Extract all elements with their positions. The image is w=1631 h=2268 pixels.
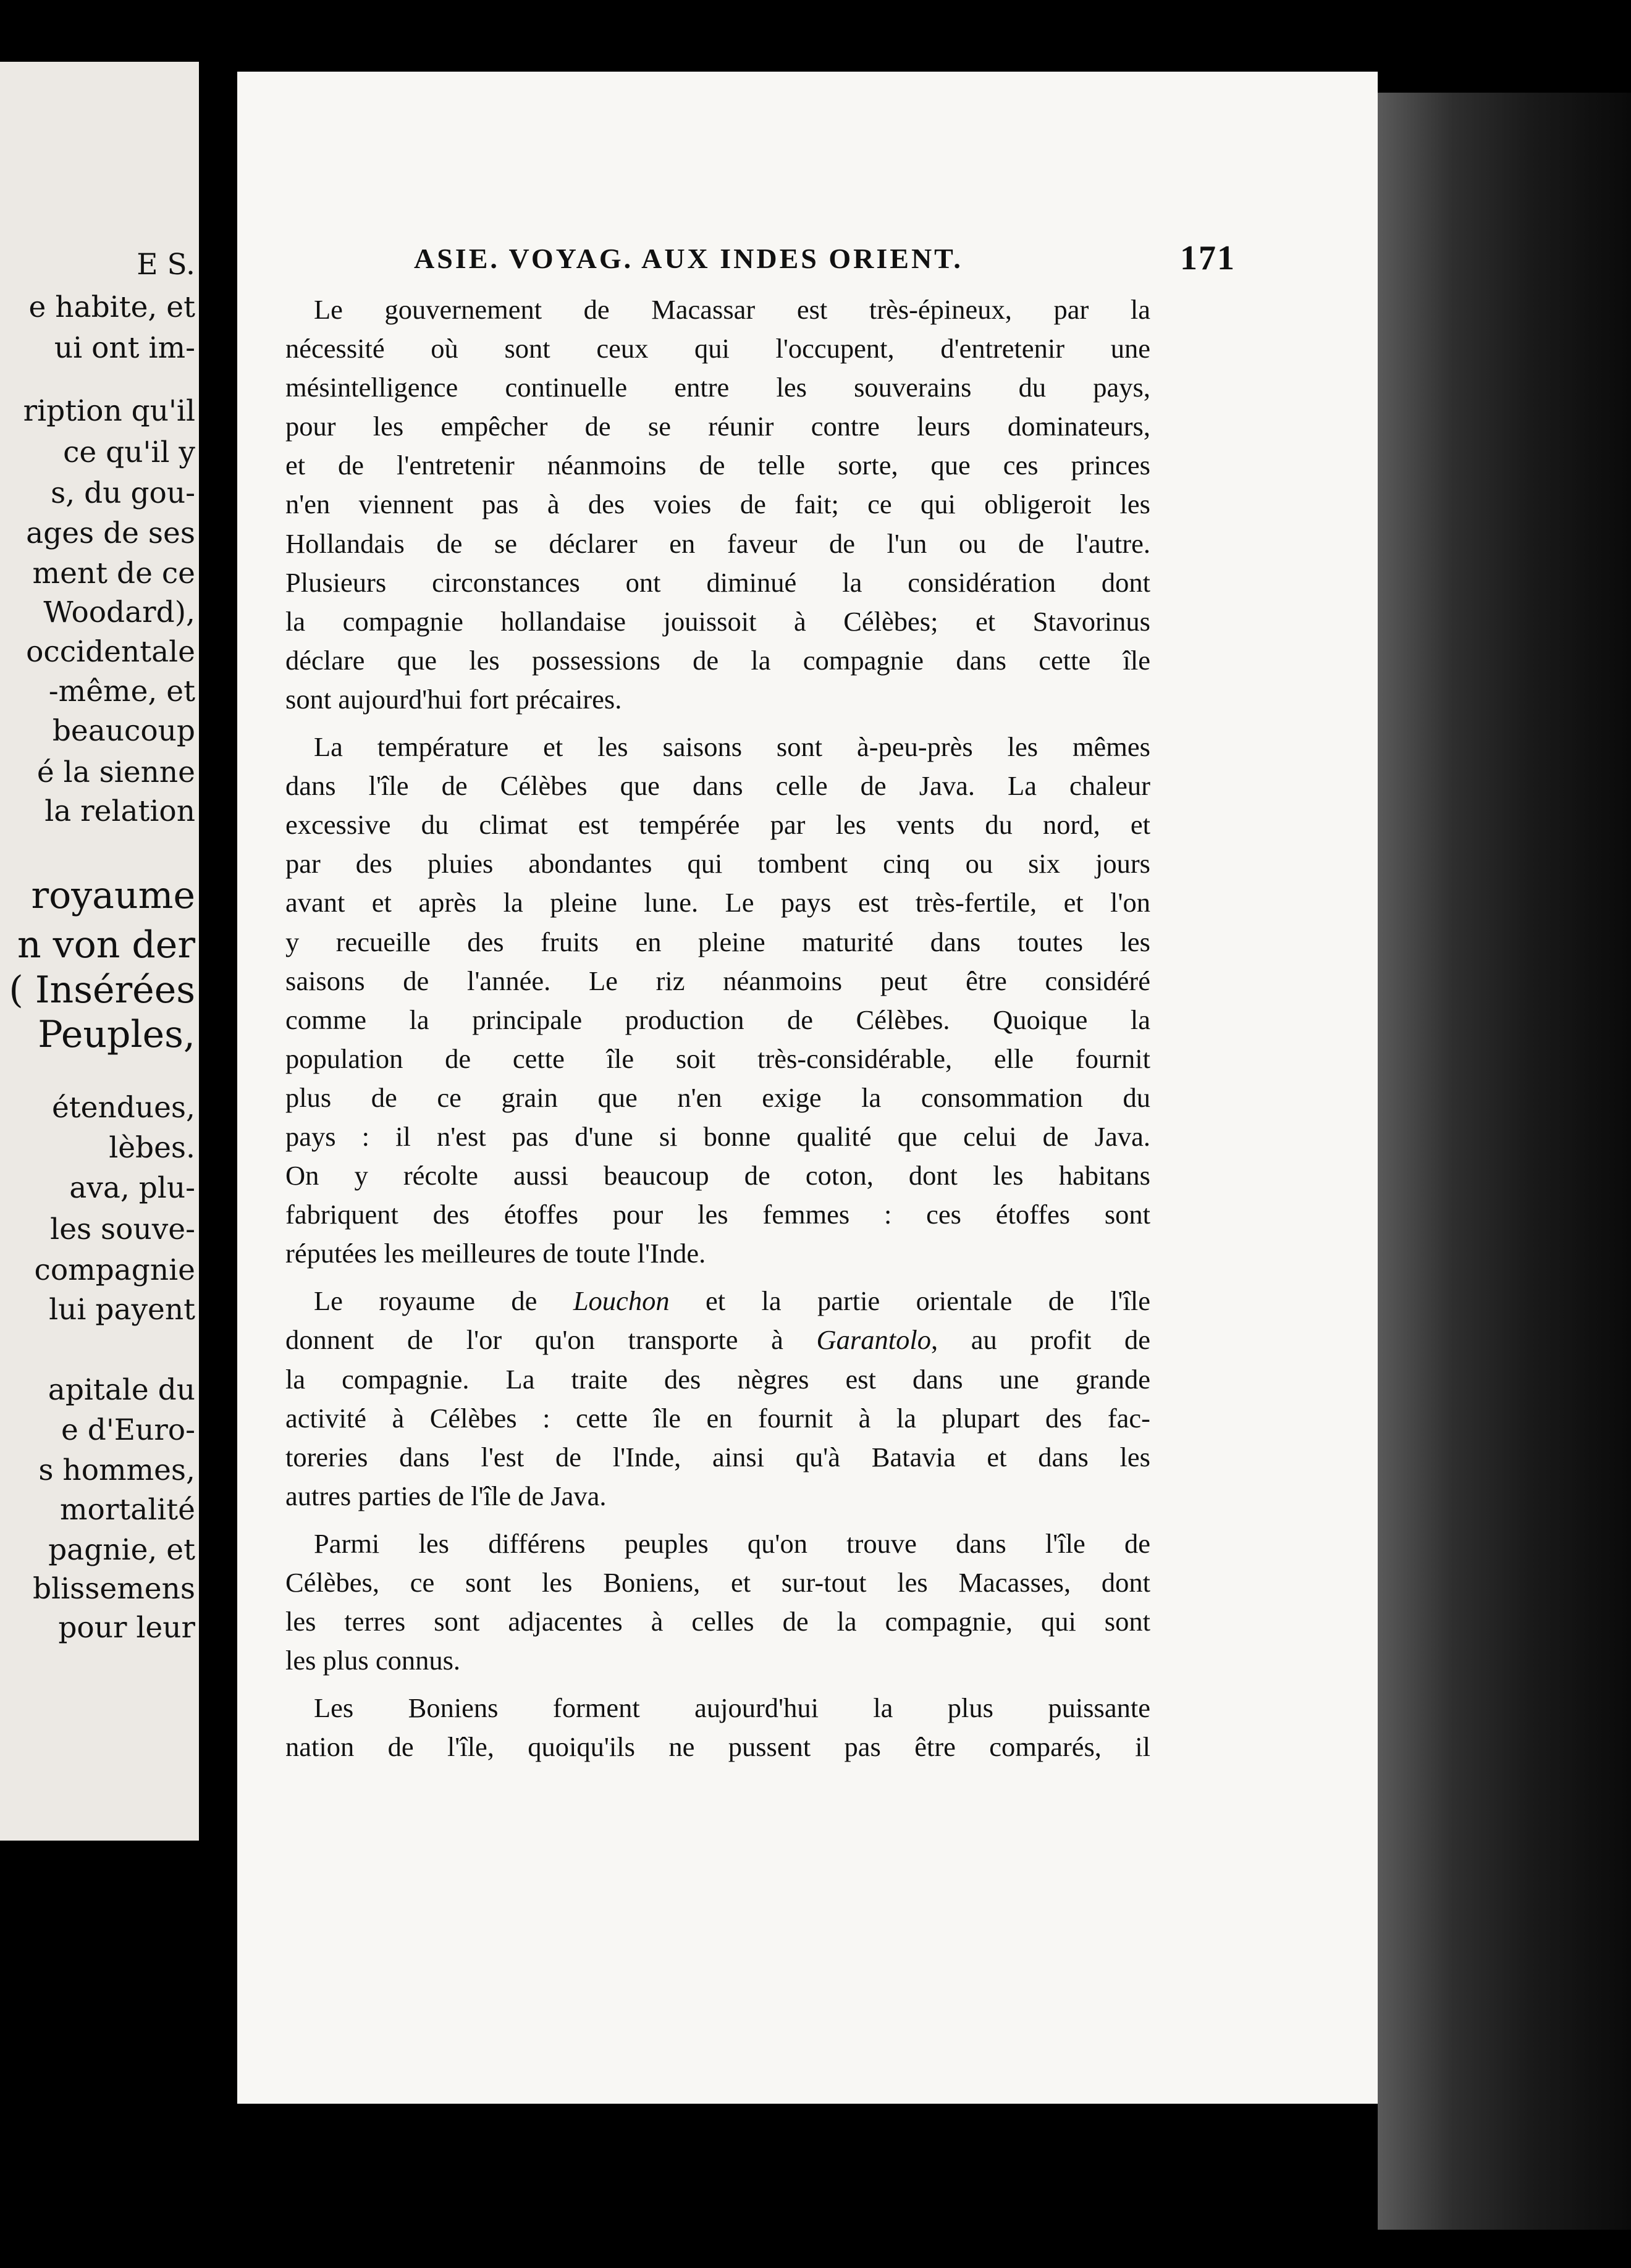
left-page-line: Peuples,	[38, 1013, 195, 1056]
left-page-line: royaume	[31, 874, 195, 917]
paragraph	[285, 1689, 1150, 1766]
left-page-line: occidentale	[26, 635, 195, 669]
text-line: avant et après la pleine lune. Le pays est très-fertile, et l'on	[285, 887, 1150, 918]
text-line: nation de l'île, quoiqu'ils ne pussent pas être comparés, il	[285, 1731, 1150, 1763]
left-page-line: n von der	[17, 923, 195, 967]
text-line: fabriquent des étoffes pour les femmes : ces étoffes sont	[285, 1199, 1150, 1230]
left-page-line: Woodard),	[43, 595, 195, 629]
text-line: réputées les meilleures de toute l'Inde.	[285, 1238, 706, 1269]
italic-place-name: Louchon	[573, 1285, 670, 1317]
text-line: Plusieurs circonstances ont diminué la considération dont	[285, 566, 1150, 598]
text-line: activité à Célèbes : cette île en fournit à la plupart des fac-	[285, 1402, 1150, 1434]
left-page-fragment	[0, 62, 199, 1841]
left-page-line: ce qu'il y	[63, 435, 195, 469]
left-page-line: mortalité	[59, 1493, 195, 1527]
text-line: comme la principale production de Célèbes. Quoique la	[285, 1004, 1150, 1035]
left-page-line: s, du gou-	[51, 476, 195, 510]
text-line: par des pluies abondantes qui tombent cinq ou six jours	[285, 848, 1150, 880]
left-page-line: s hommes,	[38, 1453, 195, 1487]
running-header	[414, 239, 1236, 285]
text-line: toreries dans l'est de l'Inde, ainsi qu'à Batavia et dans les	[285, 1441, 1150, 1472]
paragraph	[285, 1524, 1150, 1680]
italic-place-name: Garantolo	[816, 1324, 931, 1356]
left-page-line: ( Insérées	[9, 968, 195, 1012]
left-page-line: E S.	[137, 248, 195, 282]
book-edge-shadow	[1378, 93, 1631, 2230]
text-line: y recueille des fruits en pleine maturité dans toutes les	[285, 926, 1150, 957]
left-page-line: pour leur	[58, 1611, 195, 1645]
header-title: ASIE. VOYAG. AUX INDES ORIENT.	[414, 243, 963, 274]
left-page-line: e habite, et	[28, 290, 195, 324]
paragraph	[285, 728, 1150, 1273]
text-line: Célèbes, ce sont les Boniens, et sur-tout les Macasses, dont	[285, 1567, 1150, 1598]
left-page-line: lui payent	[49, 1293, 195, 1327]
left-page-line: apitale du	[48, 1373, 195, 1407]
text-line: sont aujourd'hui fort précaires.	[285, 683, 622, 715]
text-line: Parmi les différens peuples qu'on trouve dans l'île de	[314, 1527, 1150, 1559]
text-line: mésintelligence continuelle entre les souverains du pays,	[285, 372, 1150, 403]
text-line: autres parties de l'île de Java.	[285, 1480, 607, 1511]
text-line: pour les empêcher de se réunir contre leurs dominateurs,	[285, 411, 1150, 442]
text-line: population de cette île soit très-considérable, elle fournit	[285, 1043, 1150, 1074]
text-line: On y récolte aussi beaucoup de coton, dont les habitans	[285, 1160, 1150, 1191]
paragraph	[285, 1282, 1150, 1516]
left-page-line: ription qu'il	[23, 394, 195, 428]
text-line: Le royaume de Louchon et la partie orientale de l'île	[314, 1285, 1150, 1317]
text-line: Les Boniens forment aujourd'hui la plus puissante	[314, 1692, 1150, 1724]
left-page-line: ava, plu-	[69, 1171, 195, 1205]
left-page-line: e d'Euro-	[61, 1413, 195, 1447]
left-page-line: compagnie	[34, 1253, 195, 1287]
text-line: excessive du climat est tempérée par les vents du nord, et	[285, 809, 1150, 841]
left-page-line: étendues,	[51, 1091, 195, 1125]
left-page-line: ment de ce	[32, 556, 195, 590]
text-line: n'en viennent pas à des voies de fait; ce qui obligeroit les	[285, 489, 1150, 520]
text-line: saisons de l'année. Le riz néanmoins peut être considéré	[285, 965, 1150, 996]
text-line: nécessité où sont ceux qui l'occupent, d'entretenir une	[285, 333, 1150, 364]
left-page-line: lèbes.	[109, 1131, 195, 1165]
left-page-line: la relation	[44, 794, 195, 828]
paragraph	[285, 290, 1150, 719]
left-page-line: beaucoup	[52, 714, 195, 748]
text-line: pays : il n'est pas d'une si bonne qualité que celui de Java.	[285, 1120, 1150, 1152]
left-page-line: ui ont im-	[54, 331, 195, 365]
text-line: Le gouvernement de Macassar est très-épineux, par la	[314, 294, 1150, 325]
text-line: les terres sont adjacentes à celles de la compagnie, qui sont	[285, 1606, 1150, 1637]
text-line: déclare que les possessions de la compagnie dans cette île	[285, 644, 1150, 676]
left-page-line: -même, et	[48, 674, 195, 708]
page-gutter	[199, 62, 238, 1841]
left-page-line: pagnie, et	[48, 1533, 195, 1567]
text-line: plus de ce grain que n'en exige la consommation du	[285, 1082, 1150, 1113]
text-line: la compagnie. La traite des nègres est dans une grande	[285, 1363, 1150, 1395]
text-line: donnent de l'or qu'on transporte à Garantolo, au profit de	[285, 1324, 1150, 1356]
text-line: et de l'entretenir néanmoins de telle sorte, que ces princes	[285, 450, 1150, 481]
text-line: dans l'île de Célèbes que dans celle de Java. La chaleur	[285, 770, 1150, 802]
text-line: Hollandais de se déclarer en faveur de l'un ou de l'autre.	[285, 527, 1150, 559]
text-line: les plus connus.	[285, 1645, 461, 1676]
left-page-line: é la sienne	[36, 755, 195, 789]
left-page-line: les souve-	[50, 1212, 195, 1246]
body-text	[285, 290, 1150, 1766]
page-number: 171	[1180, 239, 1236, 277]
left-page-line: ages de ses	[26, 516, 195, 550]
left-page-line: blissemens	[33, 1572, 195, 1606]
text-line: La température et les saisons sont à-peu-près les mêmes	[314, 731, 1150, 763]
text-line: la compagnie hollandaise jouissoit à Célèbes; et Stavorinus	[285, 605, 1150, 637]
